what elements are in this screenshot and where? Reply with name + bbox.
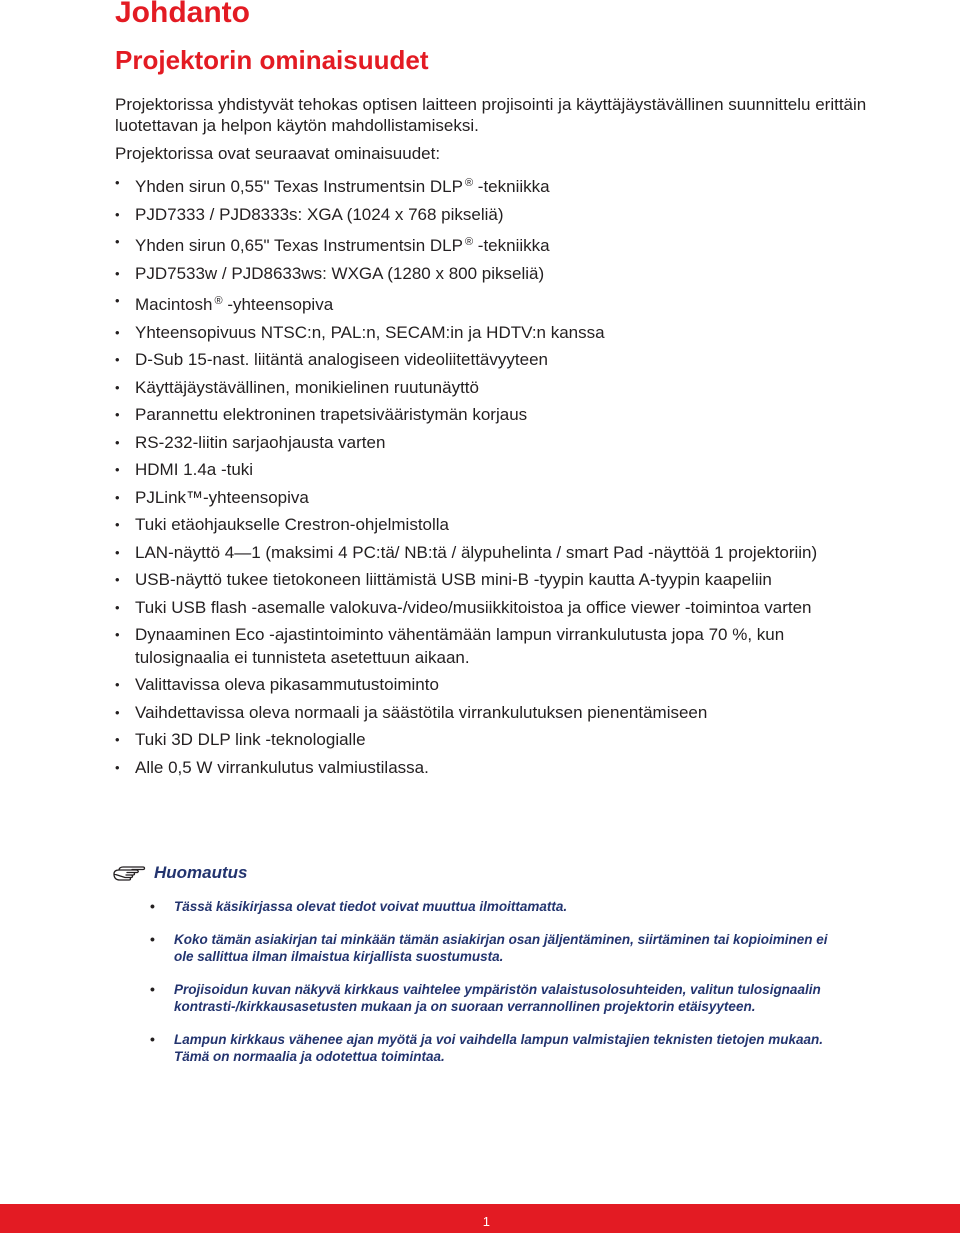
feature-item <box>115 597 855 620</box>
feature-item <box>115 674 855 697</box>
feature-item <box>115 349 855 372</box>
feature-item <box>115 404 855 427</box>
feature-text: RS-232-liitin sarjaohjausta varten <box>135 432 386 452</box>
feature-item <box>115 487 855 510</box>
feature-text: Käyttäjäystävällinen, monikielinen ruutunäyttö <box>135 377 479 397</box>
feature-text: Macintosh <box>135 295 213 314</box>
feature-item <box>115 624 855 669</box>
feature-item <box>115 290 855 317</box>
feature-item <box>115 757 855 780</box>
feature-text: PJD7333 / PJD8333s: XGA (1024 x 768 pikseliä) <box>135 204 504 224</box>
feature-item <box>115 432 855 455</box>
feature-item <box>115 569 855 592</box>
pointing-hand-icon <box>112 860 146 886</box>
note-item: • Lampun kirkkaus vähenee ajan myötä ja voi vaihdella lampun valmistajien teknisten tietojen mukaan. Tämä on normaalia ja odotettua toimintaa. <box>150 1031 850 1065</box>
footer-bar <box>0 1204 960 1233</box>
feature-text: Vaihdettavissa oleva normaali ja säästötila virrankulutuksen pienentämiseen <box>135 702 708 722</box>
feature-text: PJD7533w / PJD8633ws: WXGA (1280 x 800 pikseliä) <box>135 263 545 283</box>
feature-text: D-Sub 15-nast. liitäntä analogiseen videoliitettävyyteen <box>135 350 548 369</box>
registered-mark: ® <box>464 236 474 248</box>
registered-mark: ® <box>214 295 223 307</box>
page-number: 1 <box>482 1214 490 1229</box>
feature-item <box>115 729 855 752</box>
note-title: Huomautus <box>154 863 248 882</box>
note-list <box>150 898 850 1081</box>
note-header <box>112 860 248 886</box>
section-title: Projektorin ominaisuudet <box>115 45 429 75</box>
feature-text: HDMI 1.4a -tuki <box>135 460 254 479</box>
feature-text: Yhteensopivuus NTSC:n, PAL:n, SECAM:in ja HDTV:n kanssa <box>135 322 605 342</box>
feature-text: Parannettu elektroninen trapetsivääristymän korjaus <box>135 405 528 424</box>
feature-item <box>115 542 855 565</box>
feature-tail: -tekniikka <box>473 177 550 196</box>
feature-text: LAN-näyttö 4—1 (maksimi 4 PC:tä/ NB:tä / älypuhelinta / smart Pad -näyttöä 1 projektoriin) <box>135 542 818 562</box>
note-item: • Projisoidun kuvan näkyvä kirkkaus vaihtelee ympäristön valaistusolosuhteiden, valitun tulosignaalin kontrasti-/kirkkausasetusten mukaan ja on suoraan verrannollinen projektorin etäisyyteen. <box>150 981 850 1015</box>
feature-item <box>115 377 855 400</box>
feature-item <box>115 231 855 258</box>
feature-text: USB-näyttö tukee tietokoneen liittämistä USB mini-B -tyypin kautta A-tyypin kaapeliin <box>135 570 772 589</box>
feature-tail: -yhteensopiva <box>222 295 334 314</box>
note-item: • Tässä käsikirjassa olevat tiedot voivat muuttua ilmoittamatta. <box>150 898 850 915</box>
feature-item <box>115 204 855 227</box>
feature-tail: -tekniikka <box>473 236 550 255</box>
feature-text: Tuki USB flash -asemalle valokuva-/video/musiikkitoistoa ja office viewer -toimintoa varten <box>135 597 812 617</box>
feature-text: Dynaaminen Eco -ajastintoiminto vähentämään lampun virrankulutusta jopa 70 %, kun tulosignaalia ei tunnisteta asetettuun aikaan. <box>135 625 785 667</box>
intro-lead: Projektorissa ovat seuraavat ominaisuudet: <box>115 144 441 163</box>
feature-list <box>115 172 855 784</box>
feature-item <box>115 702 855 725</box>
page-title: Johdanto <box>115 0 250 29</box>
feature-item <box>115 263 855 286</box>
feature-text: Tuki 3D DLP link -teknologialle <box>135 730 366 749</box>
feature-text: Tuki etäohjaukselle Crestron-ohjelmistolla <box>135 515 450 534</box>
feature-text: Valittavissa oleva pikasammutustoiminto <box>135 675 439 694</box>
feature-text: PJLink™-yhteensopiva <box>135 487 309 507</box>
feature-item <box>115 172 855 199</box>
registered-mark: ® <box>464 177 474 189</box>
intro-paragraph: Projektorissa yhdistyvät tehokas optisen laitteen projisointi ja käyttäjäystävällinen suunnittelu erittäin luotettavan ja helpon käytön mahdollistamiseksi. <box>115 95 867 135</box>
feature-text: Yhden sirun 0,55" Texas Instrumentsin DLP <box>135 177 463 196</box>
feature-text: Yhden sirun 0,65" Texas Instrumentsin DLP <box>135 236 463 255</box>
feature-item <box>115 322 855 345</box>
feature-text: Alle 0,5 W virrankulutus valmiustilassa. <box>135 757 429 777</box>
note-item: • Koko tämän asiakirjan tai minkään tämän asiakirjan osan jäljentäminen, siirtäminen tai kopioiminen ei ole sallittua ilman ilmaistua kirjallista suostumusta. <box>150 931 850 965</box>
feature-item <box>115 514 855 537</box>
feature-item <box>115 459 855 482</box>
